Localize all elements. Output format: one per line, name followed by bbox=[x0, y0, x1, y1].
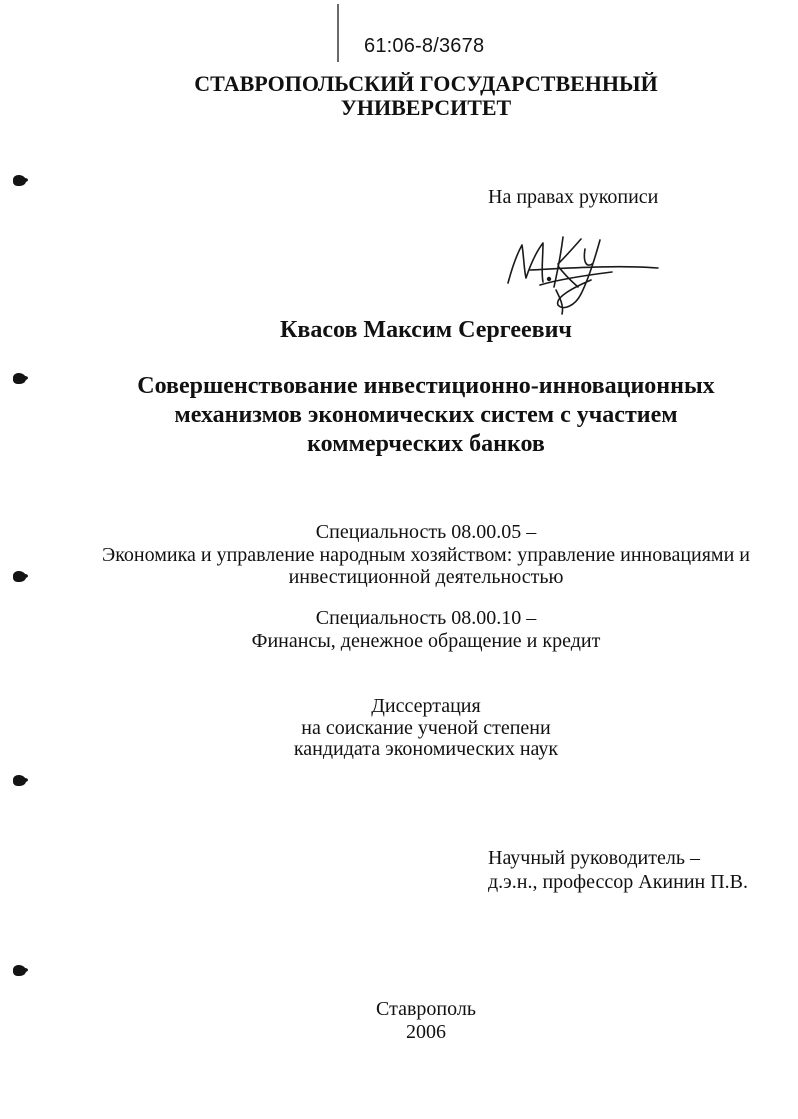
scan-artifact-line bbox=[337, 4, 339, 62]
city: Ставрополь bbox=[376, 998, 476, 1020]
specialty-heading: Специальность 08.00.05 – bbox=[315, 521, 537, 543]
punch-hole-mark bbox=[13, 175, 26, 186]
degree-line: кандидата экономических наук bbox=[293, 738, 559, 760]
degree-block bbox=[54, 696, 798, 761]
manuscript-note: На правах рукописи bbox=[488, 186, 659, 208]
author-signature bbox=[500, 228, 665, 316]
specialty-block-1 bbox=[54, 521, 798, 589]
dissertation-title bbox=[54, 372, 798, 459]
punch-hole-mark bbox=[13, 373, 26, 384]
specialty-block-2 bbox=[54, 607, 798, 653]
degree-line: на соискание ученой степени bbox=[301, 716, 551, 739]
punch-hole-mark bbox=[13, 775, 26, 786]
degree-line: Диссертация bbox=[371, 695, 481, 717]
punch-hole-mark bbox=[13, 965, 26, 976]
catalog-stamp: 61:06-8/3678 bbox=[364, 35, 485, 57]
supervisor-label: Научный руководитель – bbox=[488, 847, 700, 869]
year: 2006 bbox=[406, 1021, 446, 1043]
specialty-line: инвестиционной деятельностью bbox=[288, 566, 564, 588]
title-line: коммерческих банков bbox=[307, 431, 545, 457]
specialty-line: Экономика и управление народным хозяйством: управление инновациями и bbox=[102, 543, 750, 566]
punch-hole-mark bbox=[13, 571, 26, 582]
supervisor-block bbox=[488, 846, 748, 894]
place-and-year bbox=[54, 998, 798, 1044]
title-line: Совершенствование инвестиционно-инновационных bbox=[137, 373, 715, 399]
university-line-2: УНИВЕРСИТЕТ bbox=[340, 95, 512, 120]
specialty-line: Финансы, денежное обращение и кредит bbox=[251, 630, 601, 652]
title-line: механизмов экономических систем с участием bbox=[174, 402, 678, 428]
author-name: Квасов Максим Сергеевич bbox=[280, 317, 572, 343]
university-header bbox=[54, 72, 798, 120]
specialty-heading: Специальность 08.00.10 – bbox=[315, 607, 537, 629]
supervisor-name: д.э.н., профессор Акинин П.В. bbox=[488, 871, 749, 893]
university-line-1: СТАВРОПОЛЬСКИЙ ГОСУДАРСТВЕННЫЙ bbox=[194, 71, 658, 96]
